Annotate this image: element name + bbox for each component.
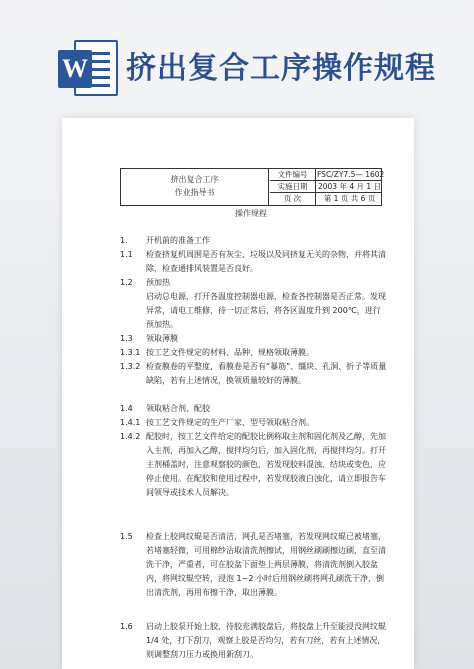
info-key: 实施日期 <box>270 181 316 193</box>
section-text: 配胶时，按工艺文件给定的配胶比例称取主剂和固化剂及乙醇，先加入主剂，再加入乙醇，搅拌均匀后，加入固化剂，再搅拌均匀。打开主剂桶盖时，注意观察胶的颜色，若发现胶料混浊、结块或变色，应停止使用。在配胶和使用过程中，若发现胶液白浊化，请立即报告车间领导或技术人员解决。 <box>146 432 386 497</box>
section-number: 1. <box>120 236 128 245</box>
section <box>120 620 388 662</box>
section-text: 启动上胶泵开始上胶，待胶充满胶盘后，将胶盘上升至能浸没网纹辊 1/4 处，打下刮刀，观察上胶是否均匀，若有刀丝，若有上述情况，则调整刮刀压力或换用新刮刀。 <box>146 622 386 659</box>
section-number: 1.4.1 <box>120 418 141 427</box>
section <box>120 430 388 500</box>
section-number: 1.4.2 <box>120 432 141 441</box>
info-key: 页 次 <box>270 193 316 205</box>
section <box>120 402 388 416</box>
info-row-file-number <box>270 169 385 181</box>
document-name-line2: 作业指导书 <box>174 188 215 197</box>
document-info-table <box>120 168 385 206</box>
section-number: 1.1 <box>120 250 133 259</box>
section <box>120 234 388 248</box>
section-text: 预加热 <box>146 278 170 287</box>
info-value: 2003 年 4 月 1 日 <box>317 182 382 191</box>
document-page <box>62 118 414 669</box>
section-text: 领取薄膜 <box>146 334 178 343</box>
section-number: 1.2 <box>120 278 133 287</box>
section-number: 1.5 <box>120 532 133 541</box>
word-document-icon <box>58 38 118 98</box>
section-text: 检查膜卷的平整度，看膜卷是否有“暴筋”、缰块、孔洞、折子等质量缺陷，若有上述情况，换领质量较好的薄膜。 <box>146 362 387 385</box>
document-name-cell <box>121 169 269 205</box>
section-text: 按工艺文件规定的生产厂家、型号领取粘合剂。 <box>146 418 314 427</box>
section-text: 领取粘合剂、配胶 <box>146 404 210 413</box>
document-name-line1: 挤出复合工序 <box>170 175 219 184</box>
section <box>120 248 388 276</box>
section <box>120 332 388 346</box>
section-number: 1.6 <box>120 622 133 631</box>
header <box>0 0 474 110</box>
section <box>120 276 388 290</box>
section <box>120 346 388 360</box>
section <box>120 290 388 332</box>
info-row-date <box>270 181 382 193</box>
section-number: 1.3.2 <box>120 362 141 371</box>
section <box>120 360 388 388</box>
info-value: 第 1 页 共 6 页 <box>323 194 376 203</box>
section-text: 检查挤复机周围是否有灰尘、垃圾以及同挤复无关的杂物，并将其清除，检查通排风装置是否良好。 <box>146 250 386 273</box>
section-number: 1.4 <box>120 404 133 413</box>
section-text: 按工艺文件规定的材料、品种、规格领取薄膜。 <box>146 348 314 357</box>
document-subtitle: 操作规程 <box>235 209 267 218</box>
word-badge: W <box>58 50 92 88</box>
page-title: 挤出复合工序操作规程 <box>126 51 436 86</box>
section-text: 开机前的准备工作 <box>146 236 210 245</box>
info-row-page <box>270 193 382 205</box>
section <box>120 530 388 600</box>
section <box>120 416 388 430</box>
section-number: 1.3 <box>120 334 133 343</box>
info-key: 文件编号 <box>270 169 316 181</box>
section-number: 1.3.1 <box>120 348 141 357</box>
info-value: FSC/ZY7.5— 1602 <box>317 170 385 179</box>
section-text: 检查上胶网纹辊是否清洁，网孔是否堵塞，若发现网纹辊已被堵塞，若堵塞轻微，可用棉纱沾取清洗剂擦试，用钢丝刷刷擦边刷，直至清洗干净，严重者，可在胶盆下面垫上两层薄膜，将清洗剂倒入胶盆内，将网纹辊空转，浸泡 1~2 小时后用钢丝刷将网孔刷洗干净，倒出清洗剂，再用布擦干净，取出薄膜。 <box>146 532 386 597</box>
section-text: 启动总电源，打开各温度控制器电源，检查各控制器是否正常。发现异常，请电工维修，待一切正常后，将各区温度升到 200℃，进行预加热。 <box>146 292 386 329</box>
